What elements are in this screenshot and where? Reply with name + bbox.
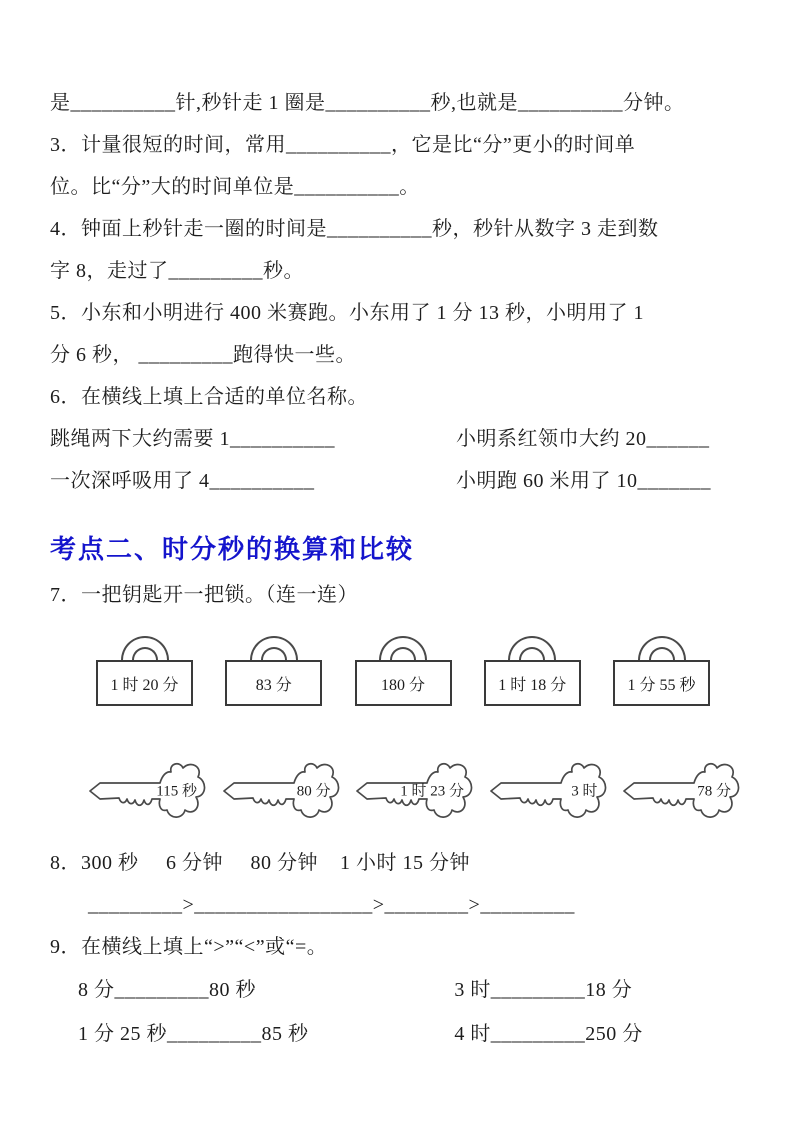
q6-row — [50, 418, 750, 460]
key-item — [620, 758, 740, 824]
q8-answer-line: _________>_________________>________>_________ — [88, 894, 575, 916]
lock-shackle-icon — [250, 636, 298, 660]
q6-row — [50, 460, 750, 502]
intro-line: 是__________针,秒针走 1 圈是__________秒,也就是__________分钟。 — [50, 92, 685, 114]
q9-row2-left: 1 分 25 秒_________85 秒 — [78, 1023, 309, 1045]
q8-prompt: 8．300 秒 6 分钟 80 分钟 1 小时 15 分钟 — [50, 852, 470, 874]
lock-item — [96, 636, 193, 706]
q4-line1: 4．钟面上秒针走一圈的时间是__________秒，秒针从数字 3 走到数 — [50, 218, 659, 240]
lock-label: 83 分 — [255, 676, 292, 694]
q6-row2-left: 一次深呼吸用了 4__________ — [50, 470, 315, 492]
lock-label: 1 时 20 分 — [110, 676, 179, 694]
lock-body — [355, 660, 452, 706]
lock-label: 180 分 — [380, 676, 425, 694]
locks-row — [96, 636, 710, 706]
q9-row2-right: 4 时_________250 分 — [454, 1023, 643, 1045]
lock-body — [96, 660, 193, 706]
q6-row2-right: 小明跑 60 米用了 10_______ — [456, 470, 711, 492]
key-label: 1 时 23 分 — [400, 783, 464, 800]
lock-item — [484, 636, 581, 706]
section2-heading: 考点二、时分秒的换算和比较 — [50, 534, 415, 564]
q7-prompt: 7．一把钥匙开一把锁。（连一连） — [50, 584, 358, 606]
key-item — [86, 758, 206, 824]
lock-shackle-icon — [121, 636, 169, 660]
lock-item — [225, 636, 322, 706]
lock-shackle-icon — [508, 636, 556, 660]
q9-row1-left: 8 分_________80 秒 — [78, 979, 256, 1001]
keys-row — [86, 758, 740, 824]
key-item — [487, 758, 607, 824]
q8-block — [50, 842, 750, 926]
lock-body — [484, 660, 581, 706]
q9-row1-right: 3 时_________18 分 — [454, 979, 633, 1001]
lock-item — [613, 636, 710, 706]
lock-label: 1 分 55 秒 — [627, 676, 696, 694]
q5-line2: 分 6 秒， _________跑得快一些。 — [50, 344, 356, 366]
key-label: 80 分 — [296, 783, 331, 800]
q5-line1: 5．小东和小明进行 400 米赛跑。小东用了 1 分 13 秒，小明用了 1 — [50, 302, 644, 324]
key-label: 78 分 — [697, 783, 731, 800]
lock-shackle-icon — [379, 636, 427, 660]
lock-label: 1 时 18 分 — [498, 676, 567, 694]
q6-row1-right: 小明系红领巾大约 20______ — [456, 428, 710, 450]
lock-body — [225, 660, 322, 706]
lock-shackle-icon — [638, 636, 686, 660]
lock-item — [355, 636, 452, 706]
key-item — [220, 758, 340, 824]
q4-line2: 字 8，走过了_________秒。 — [50, 260, 304, 282]
q9-row — [78, 968, 750, 1012]
lock-body — [613, 660, 710, 706]
q3-line1: 3．计量很短的时间，常用__________，它是比“分”更小的时间单 — [50, 134, 636, 156]
q9-row — [78, 1012, 750, 1056]
q6-row1-left: 跳绳两下大约需要 1__________ — [50, 428, 335, 450]
q6-prompt: 6．在横线上填上合适的单位名称。 — [50, 386, 368, 408]
key-item — [353, 758, 473, 824]
key-label: 3 时 — [571, 783, 598, 800]
q3-line2: 位。比“分”大的时间单位是__________。 — [50, 176, 420, 198]
q9-prompt: 9．在横线上填上“>”“<”或“=。 — [50, 936, 328, 958]
key-label: 115 秒 — [156, 783, 197, 800]
